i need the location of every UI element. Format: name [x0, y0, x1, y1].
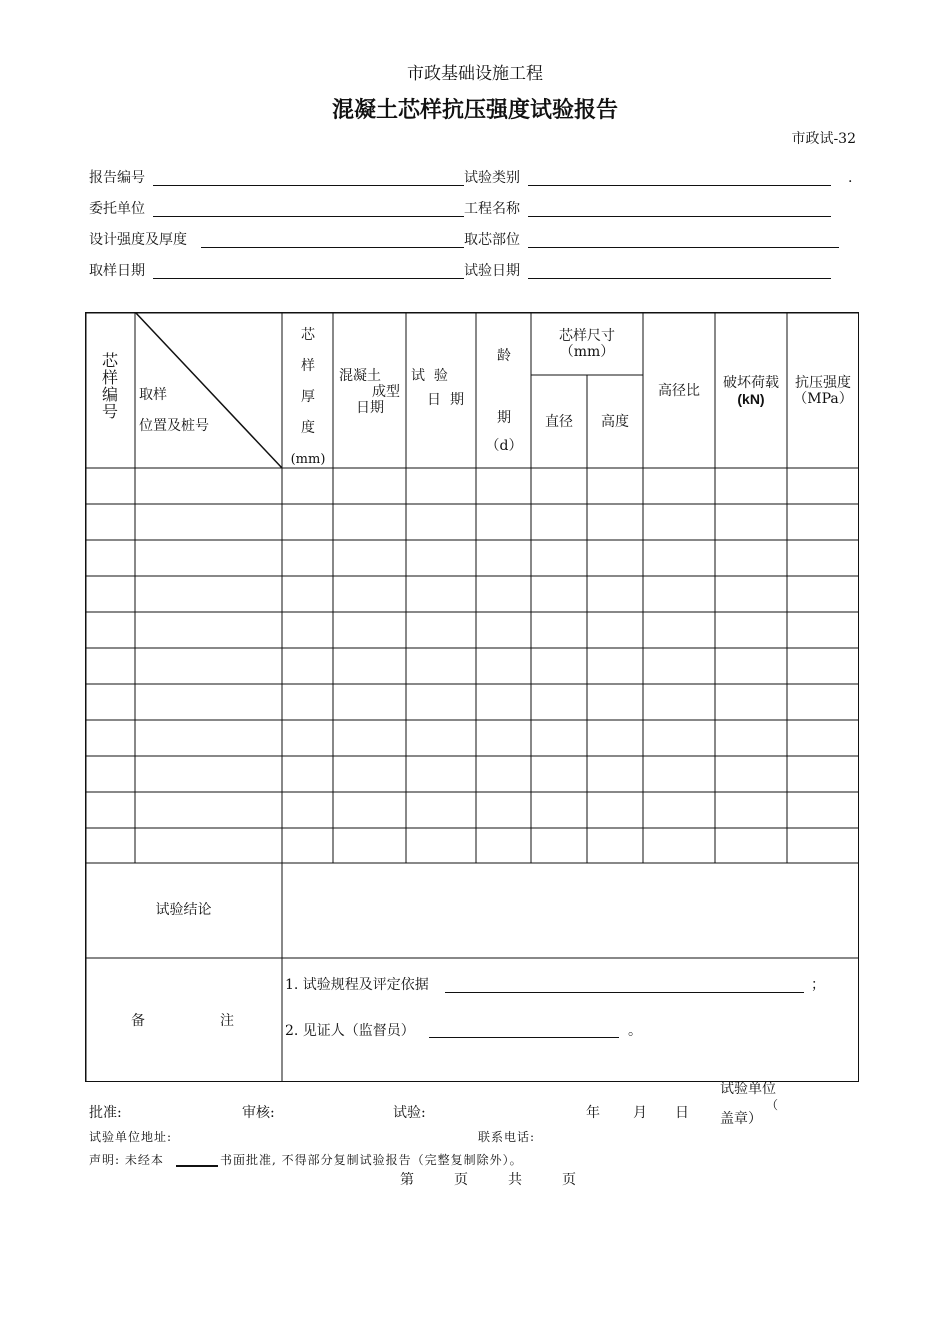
approve-label: 批准: — [89, 1105, 122, 1121]
project-name-field[interactable] — [528, 216, 831, 217]
remarks-standard-field[interactable] — [445, 992, 804, 993]
header-age: 龄 期 （d） — [485, 348, 523, 454]
statement-suffix: 书面批准, 不得部分复制试验报告（完整复制除外）。 — [220, 1153, 523, 1167]
header-test-date: 试 验 日 期 — [411, 368, 464, 408]
header-core-no: 芯 样 编 号 — [101, 351, 118, 421]
test-type-field[interactable] — [528, 185, 831, 186]
remarks-witness-field[interactable] — [429, 1037, 619, 1038]
remarks-witness-label: 2. 见证人（监督员） — [285, 1023, 415, 1039]
page-title: 混凝土芯样抗压强度试验报告 — [331, 97, 618, 123]
header-failure-load: 破坏荷载 (kN) — [723, 375, 779, 407]
header-concrete-cast-date: 混凝土 成型 日期 — [339, 368, 400, 416]
core-test-table — [85, 312, 859, 1082]
remarks-standard-label: 1. 试验规程及评定依据 — [285, 977, 429, 993]
sampling-date-label: 取样日期 — [89, 263, 145, 279]
remarks-line1-suffix: ； — [811, 977, 825, 993]
header-sample-position: 取样 位置及桩号 — [139, 387, 209, 434]
report-no-field[interactable] — [153, 185, 464, 186]
project-name-label: 工程名称 — [464, 201, 520, 217]
stamp-open: （ — [766, 1098, 779, 1112]
client-field[interactable] — [153, 216, 464, 217]
design-strength-label: 设计强度及厚度 — [89, 232, 187, 248]
header-core-size: 芯样尺寸 （mm） — [559, 328, 615, 360]
sampling-date-field[interactable] — [153, 278, 464, 279]
remarks-label-2: 注 — [220, 1013, 234, 1029]
core-location-label: 取芯部位 — [464, 232, 520, 248]
statement-prefix: 声明: 未经本 — [89, 1153, 164, 1167]
header-diameter: 直径 — [545, 414, 573, 430]
test-unit-label: 试验单位 — [720, 1081, 776, 1097]
document-category: 市政基础设施工程 — [407, 64, 543, 84]
phone-label: 联系电话: — [478, 1130, 536, 1144]
page-info: 第 页 共 页 — [400, 1172, 580, 1188]
test-date-field[interactable] — [528, 278, 831, 279]
client-label: 委托单位 — [89, 201, 145, 217]
remarks-line2-suffix: 。 — [628, 1023, 642, 1039]
stamp-label: 盖章） — [720, 1111, 762, 1127]
test-date-label: 试验日期 — [464, 263, 520, 279]
test-type-label: 试验类别 — [464, 170, 520, 186]
header-height: 高度 — [601, 414, 629, 430]
form-code: 市政试-32 — [791, 131, 856, 147]
test-label: 试验: — [393, 1105, 426, 1121]
remarks-label-1: 备 — [131, 1013, 145, 1029]
statement-blank — [176, 1165, 218, 1167]
header-core-thickness: 芯 样 厚 度 (mm) — [290, 327, 326, 467]
month-label: 月 — [633, 1105, 647, 1121]
day-label: 日 — [675, 1105, 689, 1121]
conclusion-label: 试验结论 — [155, 902, 212, 918]
address-label: 试验单位地址: — [89, 1130, 173, 1144]
report-no-label: 报告编号 — [89, 170, 145, 186]
header-compressive-strength: 抗压强度 （MPa） — [793, 375, 853, 407]
review-label: 审核: — [242, 1105, 275, 1121]
year-label: 年 — [586, 1105, 600, 1121]
core-location-field[interactable] — [528, 247, 839, 248]
design-strength-field[interactable] — [201, 247, 464, 248]
trailing-dot: . — [848, 170, 853, 186]
header-height-diameter-ratio: 高径比 — [658, 383, 700, 399]
conclusion-field[interactable] — [283, 864, 858, 957]
